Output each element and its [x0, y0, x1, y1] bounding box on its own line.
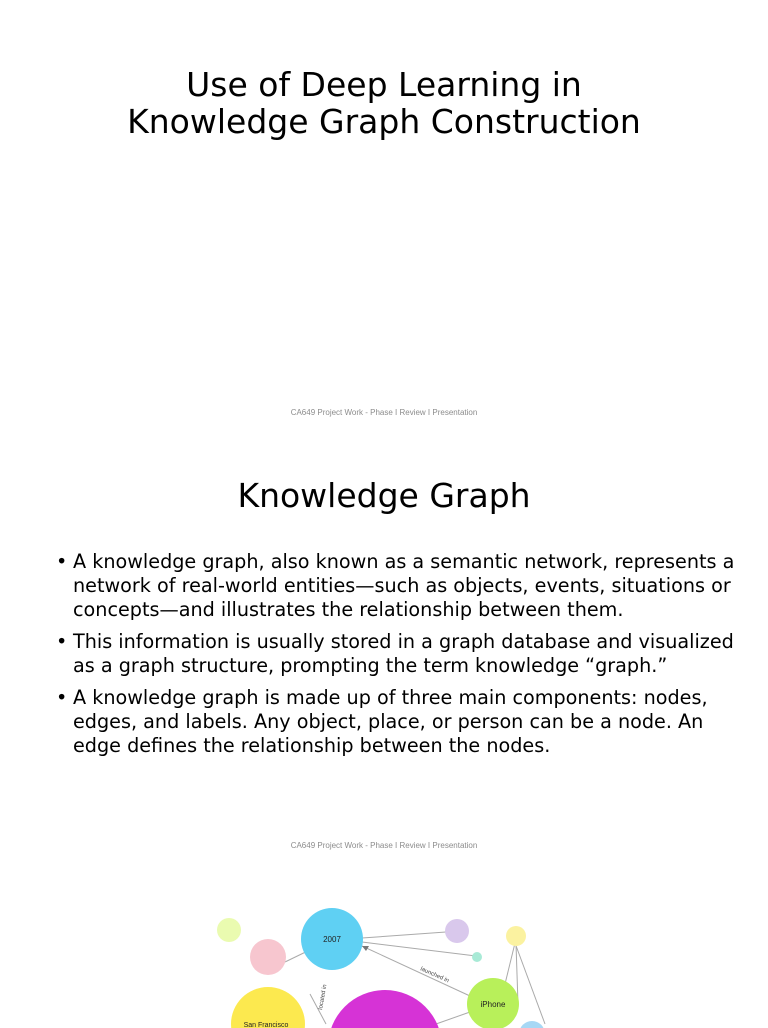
knowledge-graph-slide [0, 432, 768, 864]
slide-title: Knowledge Graph [237, 476, 531, 515]
edge-line [362, 932, 446, 938]
node-lime [217, 918, 241, 942]
title-line-2: Knowledge Graph Construction [127, 102, 641, 141]
edge-line [515, 943, 545, 1024]
node-label-product: iPhone [480, 1000, 506, 1009]
bullet-item: • A knowledge graph, also known as a semantic network, represents a network of real-world entities—such as objects, events, situations or concepts—and illustrates the relationship between them. [56, 550, 736, 622]
edge-label-launched: launched in [419, 966, 450, 985]
node-label-year: 2007 [323, 935, 341, 944]
node-pink [250, 939, 286, 975]
edge-label-located: located in [318, 984, 329, 1011]
title-slide [0, 0, 768, 432]
edge-line [436, 1012, 470, 1024]
slide-footer: CA649 Project Work - Phase I Review I Presentation [290, 841, 478, 850]
edge-line [505, 943, 515, 984]
node-blue [519, 1021, 545, 1028]
bullet-item: • A knowledge graph is made up of three main components: nodes, edges, and labels. Any object, place, or person can be a node. An edge defines the relationship between the nodes. [56, 686, 736, 758]
node-lavender [445, 919, 469, 943]
node-label-city: San Francisco [243, 1022, 289, 1028]
slide-footer: CA649 Project Work - Phase I Review I Presentation [290, 408, 478, 417]
bullet-item: • This information is usually stored in a graph database and visualized as a graph structure, prompting the term knowledge “graph.” [56, 630, 736, 678]
node-yellow-small [506, 926, 526, 946]
presentation-title [0, 66, 768, 140]
node-company [328, 990, 442, 1028]
title-line-1: Use of Deep Learning in [186, 65, 582, 104]
knowledge-graph-diagram [0, 864, 768, 1028]
node-teal [472, 952, 482, 962]
bullet-list [56, 550, 736, 766]
graph-diagram-slide [0, 864, 768, 1028]
